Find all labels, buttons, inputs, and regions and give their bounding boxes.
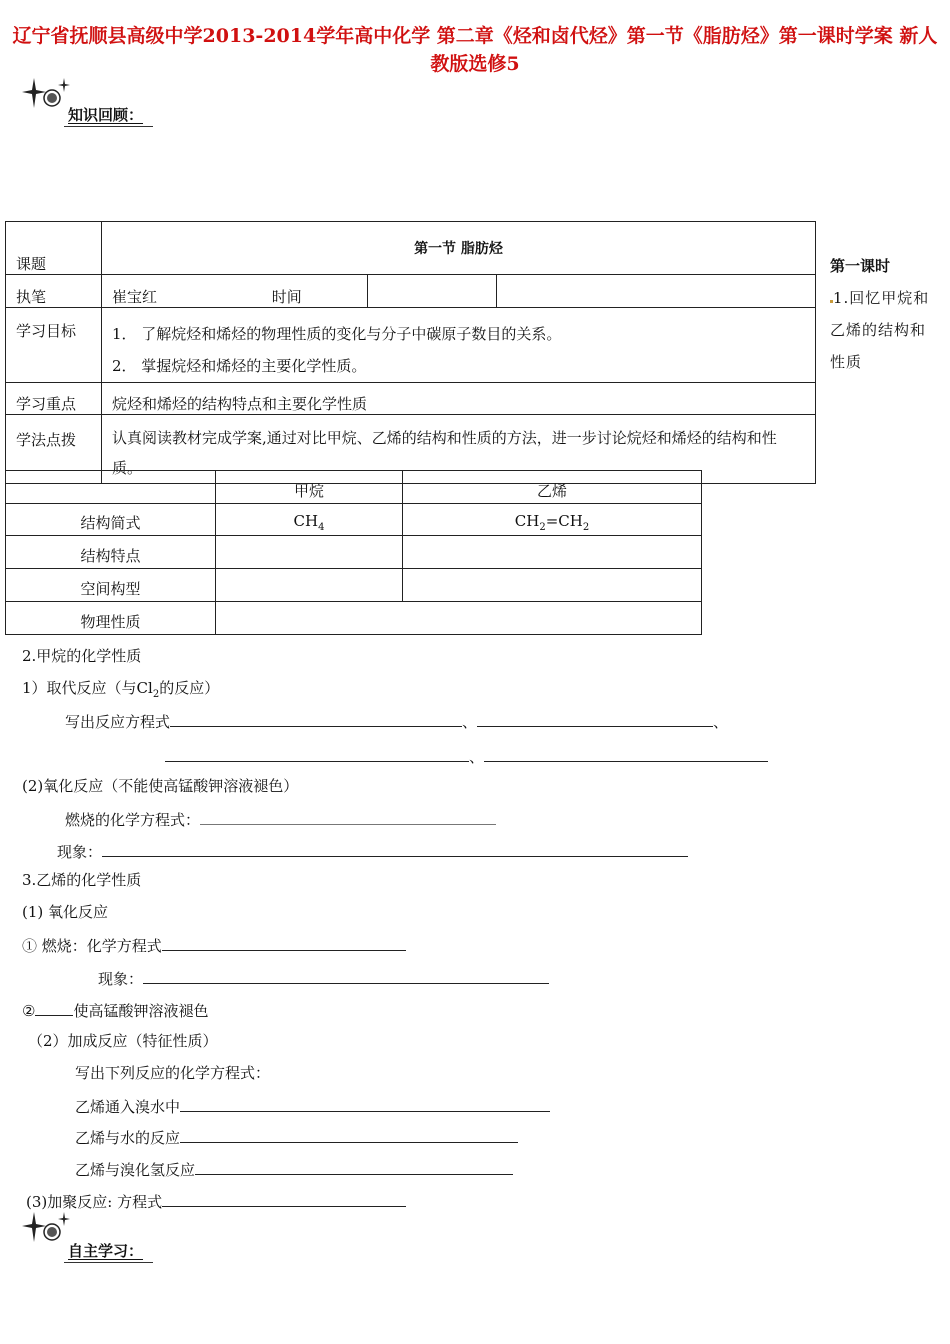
water-label: 乙烯与水的反应 bbox=[75, 1129, 181, 1147]
separator: 、 bbox=[713, 713, 729, 731]
hbr-row bbox=[75, 1158, 513, 1180]
row-label: 物理性质 bbox=[6, 602, 216, 635]
focus-value: 烷烃和烯烃的结构特点和主要化学性质 bbox=[102, 383, 816, 415]
blank-cell bbox=[497, 275, 816, 308]
blank-cell bbox=[403, 569, 702, 602]
bromine-water-label: 乙烯通入溴水中 bbox=[75, 1098, 181, 1116]
side-note-text: 1.回忆甲烷和乙烯的结构和性质 bbox=[830, 289, 930, 371]
phenomenon-label: 现象： bbox=[98, 970, 144, 988]
oxidation-heading: (2)氧化反应（不能使高锰酸钾溶液褪色） bbox=[22, 777, 299, 795]
document-title: 辽宁省抚顺县高级中学2013-2014学年高中化学 第二章《烃和卤代烃》第一节《脂肪烃》第一课时学案 新人教版选修5 bbox=[12, 25, 938, 75]
side-note bbox=[830, 250, 930, 378]
answer-line[interactable] bbox=[162, 934, 406, 951]
goals-label: 学习目标 bbox=[6, 308, 102, 383]
answer-line[interactable] bbox=[180, 1095, 550, 1112]
ethylene-combustion-row bbox=[22, 934, 406, 956]
row-label: 空间构型 bbox=[6, 569, 216, 602]
ethylene-combustion-label: ① 燃烧：化学方程式 bbox=[22, 937, 162, 955]
row-label: 结构特点 bbox=[6, 536, 216, 569]
method-value: 认真阅读教材完成学案,通过对比甲烷、乙烯的结构和性质的方法，进一步讨论烷烃和烯烃的结构和性质。 bbox=[102, 415, 816, 484]
answer-line[interactable] bbox=[477, 710, 713, 727]
bromine-water-row bbox=[75, 1095, 550, 1117]
polymer-label: (3)加聚反应: 方程式 bbox=[26, 1193, 163, 1211]
kmno4-row bbox=[22, 999, 208, 1021]
review-section-label: 知识回顾： bbox=[68, 106, 144, 124]
row-label: 结构简式 bbox=[6, 504, 216, 536]
compare-table bbox=[5, 470, 702, 635]
equation-blank-row bbox=[165, 745, 768, 767]
separator: 、 bbox=[469, 748, 485, 766]
sparkle-section-icon bbox=[22, 1210, 70, 1246]
answer-line[interactable] bbox=[143, 967, 549, 984]
ethylene-formula: $CH_2=CH_2$ bbox=[403, 504, 702, 536]
answer-line[interactable] bbox=[484, 745, 768, 762]
goal-1: 1． 了解烷烃和烯烃的物理性质的变化与分子中碳原子数目的关系。 bbox=[112, 325, 562, 343]
col-methane: 甲烷 bbox=[216, 471, 403, 504]
answer-line[interactable] bbox=[162, 1190, 406, 1207]
water-row bbox=[75, 1126, 518, 1148]
method-label: 学法点拨 bbox=[6, 415, 102, 484]
answer-line[interactable] bbox=[195, 1158, 513, 1175]
lesson-info-table bbox=[5, 221, 816, 484]
answer-line[interactable] bbox=[170, 710, 462, 727]
separator: 、 bbox=[462, 713, 478, 731]
ethylene-phenomenon-row bbox=[98, 967, 549, 989]
focus-label: 学习重点 bbox=[6, 383, 102, 415]
blank-cell bbox=[403, 536, 702, 569]
hbr-label: 乙烯与溴化氢反应 bbox=[75, 1161, 196, 1179]
answer-line[interactable] bbox=[200, 808, 496, 825]
circled-number: ② bbox=[22, 1002, 36, 1020]
side-note-heading: 第一课时 bbox=[830, 257, 891, 275]
topic-value: 第一节 脂肪烃 bbox=[102, 222, 816, 275]
ethylene-oxidation-heading: (1) 氧化反应 bbox=[22, 903, 109, 921]
blank-cell bbox=[216, 602, 702, 635]
corner-cell bbox=[6, 471, 216, 504]
answer-line[interactable] bbox=[35, 999, 73, 1016]
self-study-section-label: 自主学习： bbox=[68, 1242, 144, 1260]
blank-cell bbox=[216, 569, 403, 602]
phenomenon-label: 现象： bbox=[57, 843, 103, 861]
topic-label: 课题 bbox=[6, 222, 102, 275]
goal-2: 2． 掌握烷烃和烯烃的主要化学性质。 bbox=[112, 357, 367, 375]
combustion-label: 燃烧的化学方程式： bbox=[65, 811, 201, 829]
blank-cell bbox=[216, 536, 403, 569]
write-equation-row bbox=[65, 710, 728, 732]
write-equation-label: 写出反应方程式 bbox=[65, 713, 171, 731]
substitution-heading: 1）取代反应（与$Cl_2$的反应） bbox=[22, 679, 220, 700]
ethylene-heading: 3.乙烯的化学性质 bbox=[22, 871, 142, 889]
time-value-cell bbox=[368, 275, 497, 308]
kmno4-label: 使高锰酸钾溶液褪色 bbox=[73, 1002, 209, 1020]
write-equations-label: 写出下列反应的化学方程式： bbox=[75, 1064, 271, 1082]
methane-phenomenon-row bbox=[57, 840, 688, 862]
addition-heading: （2）加成反应（特征性质） bbox=[28, 1032, 218, 1050]
col-ethylene: 乙烯 bbox=[403, 471, 702, 504]
author-value: 崔宝红 bbox=[112, 288, 158, 306]
methane-heading: 2.甲烷的化学性质 bbox=[22, 647, 142, 665]
answer-line[interactable] bbox=[180, 1126, 518, 1143]
methane-formula: $CH_4$ bbox=[216, 504, 403, 536]
sparkle-section-icon bbox=[22, 76, 70, 112]
time-label: 时间 bbox=[271, 288, 302, 306]
polymer-row bbox=[26, 1190, 406, 1212]
answer-line[interactable] bbox=[102, 840, 688, 857]
author-label: 执笔 bbox=[6, 275, 102, 308]
answer-line[interactable] bbox=[165, 745, 469, 762]
combustion-row bbox=[65, 808, 496, 830]
